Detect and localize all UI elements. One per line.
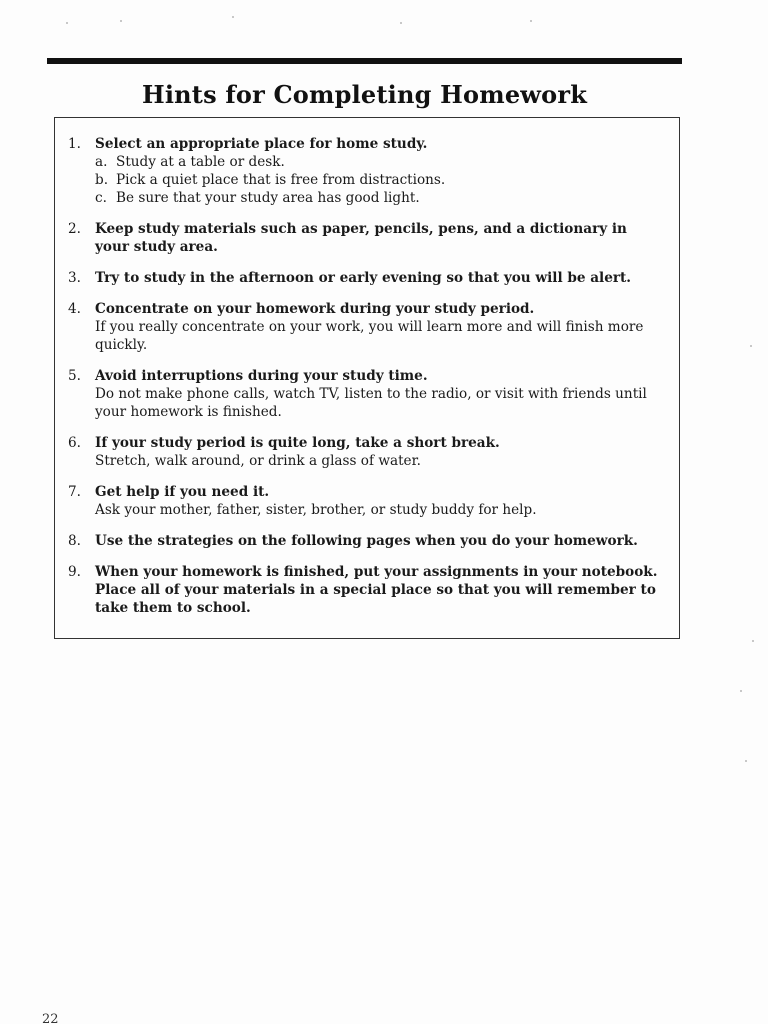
sub-item-text: Be sure that your study area has good light.: [116, 190, 420, 206]
list-item: [68, 483, 658, 519]
scan-speck: [530, 20, 532, 22]
scan-speck: [66, 22, 68, 24]
hint-heading: Avoid interruptions during your study time.: [95, 368, 428, 384]
hint-heading: Get help if you need it.: [95, 484, 270, 500]
hints-list: [68, 135, 658, 630]
list-item: [68, 434, 658, 470]
hint-heading: Select an appropriate place for home study.: [95, 136, 428, 152]
list-item-number: 5.: [68, 368, 81, 384]
list-item-number: 8.: [68, 533, 81, 549]
sub-item-text: Pick a quiet place that is free from distractions.: [116, 172, 446, 188]
list-item-number: 1.: [68, 136, 81, 152]
sub-item-text: Study at a table or desk.: [116, 154, 285, 170]
sub-list-item: [95, 153, 658, 171]
list-item-number: 4.: [68, 301, 81, 317]
sub-item-letter: b.: [95, 172, 109, 188]
sub-item-letter: c.: [95, 190, 107, 206]
list-item: [68, 300, 658, 354]
list-item: [68, 367, 658, 421]
page-number: 22: [42, 1012, 59, 1027]
list-item: [68, 532, 658, 550]
sub-item-letter: a.: [95, 154, 108, 170]
hint-heading: If your study period is quite long, take a short break.: [95, 435, 500, 451]
hint-heading: Use the strategies on the following pages when you do your homework.: [95, 533, 638, 549]
hint-body: Stretch, walk around, or drink a glass of water.: [95, 453, 421, 469]
scan-speck: [120, 20, 122, 22]
list-item-number: 6.: [68, 435, 81, 451]
list-item: [68, 220, 658, 256]
top-rule: [47, 58, 682, 64]
hint-body: If you really concentrate on your work, you will learn more and will finish more quickly.: [95, 319, 644, 353]
list-item-number: 7.: [68, 484, 81, 500]
sub-list-item: [95, 189, 658, 207]
list-item-number: 2.: [68, 221, 81, 237]
list-item: [68, 563, 658, 617]
list-item-number: 3.: [68, 270, 81, 286]
hint-heading: Concentrate on your homework during your study period.: [95, 301, 535, 317]
scan-speck: [400, 22, 402, 24]
sub-list: [95, 153, 658, 207]
hint-body: Do not make phone calls, watch TV, listen to the radio, or visit with friends until your homework is finished.: [95, 386, 647, 420]
page-title: Hints for Completing Homework: [141, 80, 588, 109]
sub-list-item: [95, 171, 658, 189]
scan-speck: [232, 16, 234, 18]
list-item-number: 9.: [68, 564, 81, 580]
hint-heading: Keep study materials such as paper, pencils, pens, and a dictionary in your study area.: [95, 221, 627, 255]
hint-heading: Try to study in the afternoon or early evening so that you will be alert.: [95, 270, 632, 286]
scan-speck: [745, 760, 747, 762]
list-item: [68, 269, 658, 287]
scan-speck: [750, 345, 752, 347]
hint-heading: When your homework is finished, put your assignments in your notebook. Place all of your materials in a special place so that you will remember to take them to school.: [95, 564, 658, 616]
list-item: [68, 135, 658, 207]
scan-speck: [752, 640, 754, 642]
hint-body: Ask your mother, father, sister, brother, or study buddy for help.: [95, 502, 537, 518]
scan-speck: [740, 690, 742, 692]
